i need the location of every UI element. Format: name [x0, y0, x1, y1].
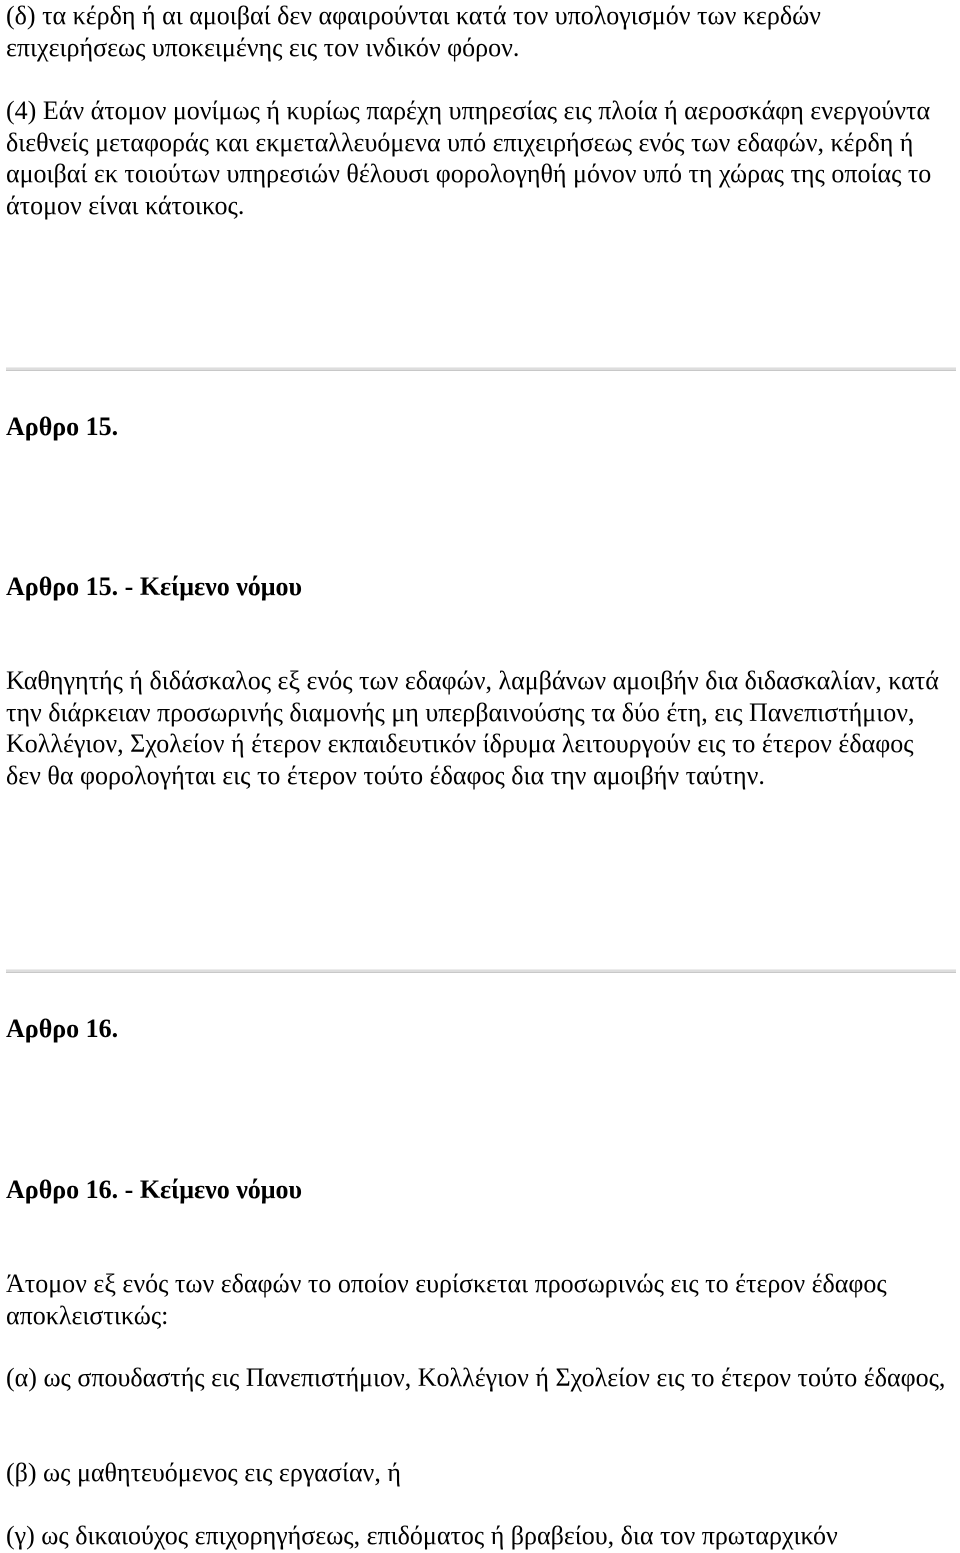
section-divider: [6, 367, 956, 371]
article-15-title: Αρθρο 15.: [6, 412, 119, 441]
article-16-item-a: (α) ως σπουδαστής εις Πανεπιστήμιον, Κολλέγιον ή Σχολείον εις το έτερον τούτο έδαφος,: [6, 1363, 946, 1392]
article-16-subtitle: Αρθρο 16. - Κείμενο νόμου: [6, 1175, 303, 1204]
article-16-title: Αρθρο 16.: [6, 1014, 119, 1043]
article-15-subtitle: Αρθρο 15. - Κείμενο νόμου: [6, 572, 303, 601]
article-16-item-c: (γ) ως δικαιούχος επιχορηγήσεως, επιδόματος ή βραβείου, δια τον πρωταρχικόν: [6, 1521, 838, 1550]
paragraph-4: (4) Εάν άτομον μονίμως ή κυρίως παρέχη υπηρεσίας εις πλοία ή αεροσκάφη ενεργούντα διεθνείς μεταφοράς και εκμεταλλευόμενα υπό επιχειρήσεως ενός των εδαφών, κέρδη ή αμοιβαί εκ τοιούτων υπηρεσιών θέλουσι φορολογηθή μόνον υπό τη χώρας της οποίας το άτομον είναι κάτοικος.: [6, 96, 932, 220]
section-divider: [6, 969, 956, 973]
article-15-text: Καθηγητής ή διδάσκαλος εξ ενός των εδαφών, λαμβάνων αμοιβήν δια διδασκαλίαν, κατά την διάρκειαν προσωρινής διαμονής μη υπερβαινούσης τα δύο έτη, εις Πανεπιστήμιον, Κολλέγιον, Σχολείον ή έτερον εκπαιδευτικόν ίδρυμα λειτουργούν εις το έτερον έδαφος δεν θα φορολογήται εις το έτερον τούτο έδαφος δια την αμοιβήν ταύτην.: [6, 666, 939, 790]
paragraph-d: (δ) τα κέρδη ή αι αμοιβαί δεν αφαιρούνται κατά τον υπολογισμόν των κερδών επιχειρήσεως υποκειμένης εις τον ινδικόν φόρον.: [6, 1, 821, 62]
article-16-item-b: (β) ως μαθητευόμενος εις εργασίαν, ή: [6, 1458, 401, 1487]
article-16-intro: Άτομον εξ ενός των εδαφών το οποίον ευρίσκεται προσωρινώς εις το έτερον έδαφος αποκλειστικώς:: [6, 1269, 887, 1330]
